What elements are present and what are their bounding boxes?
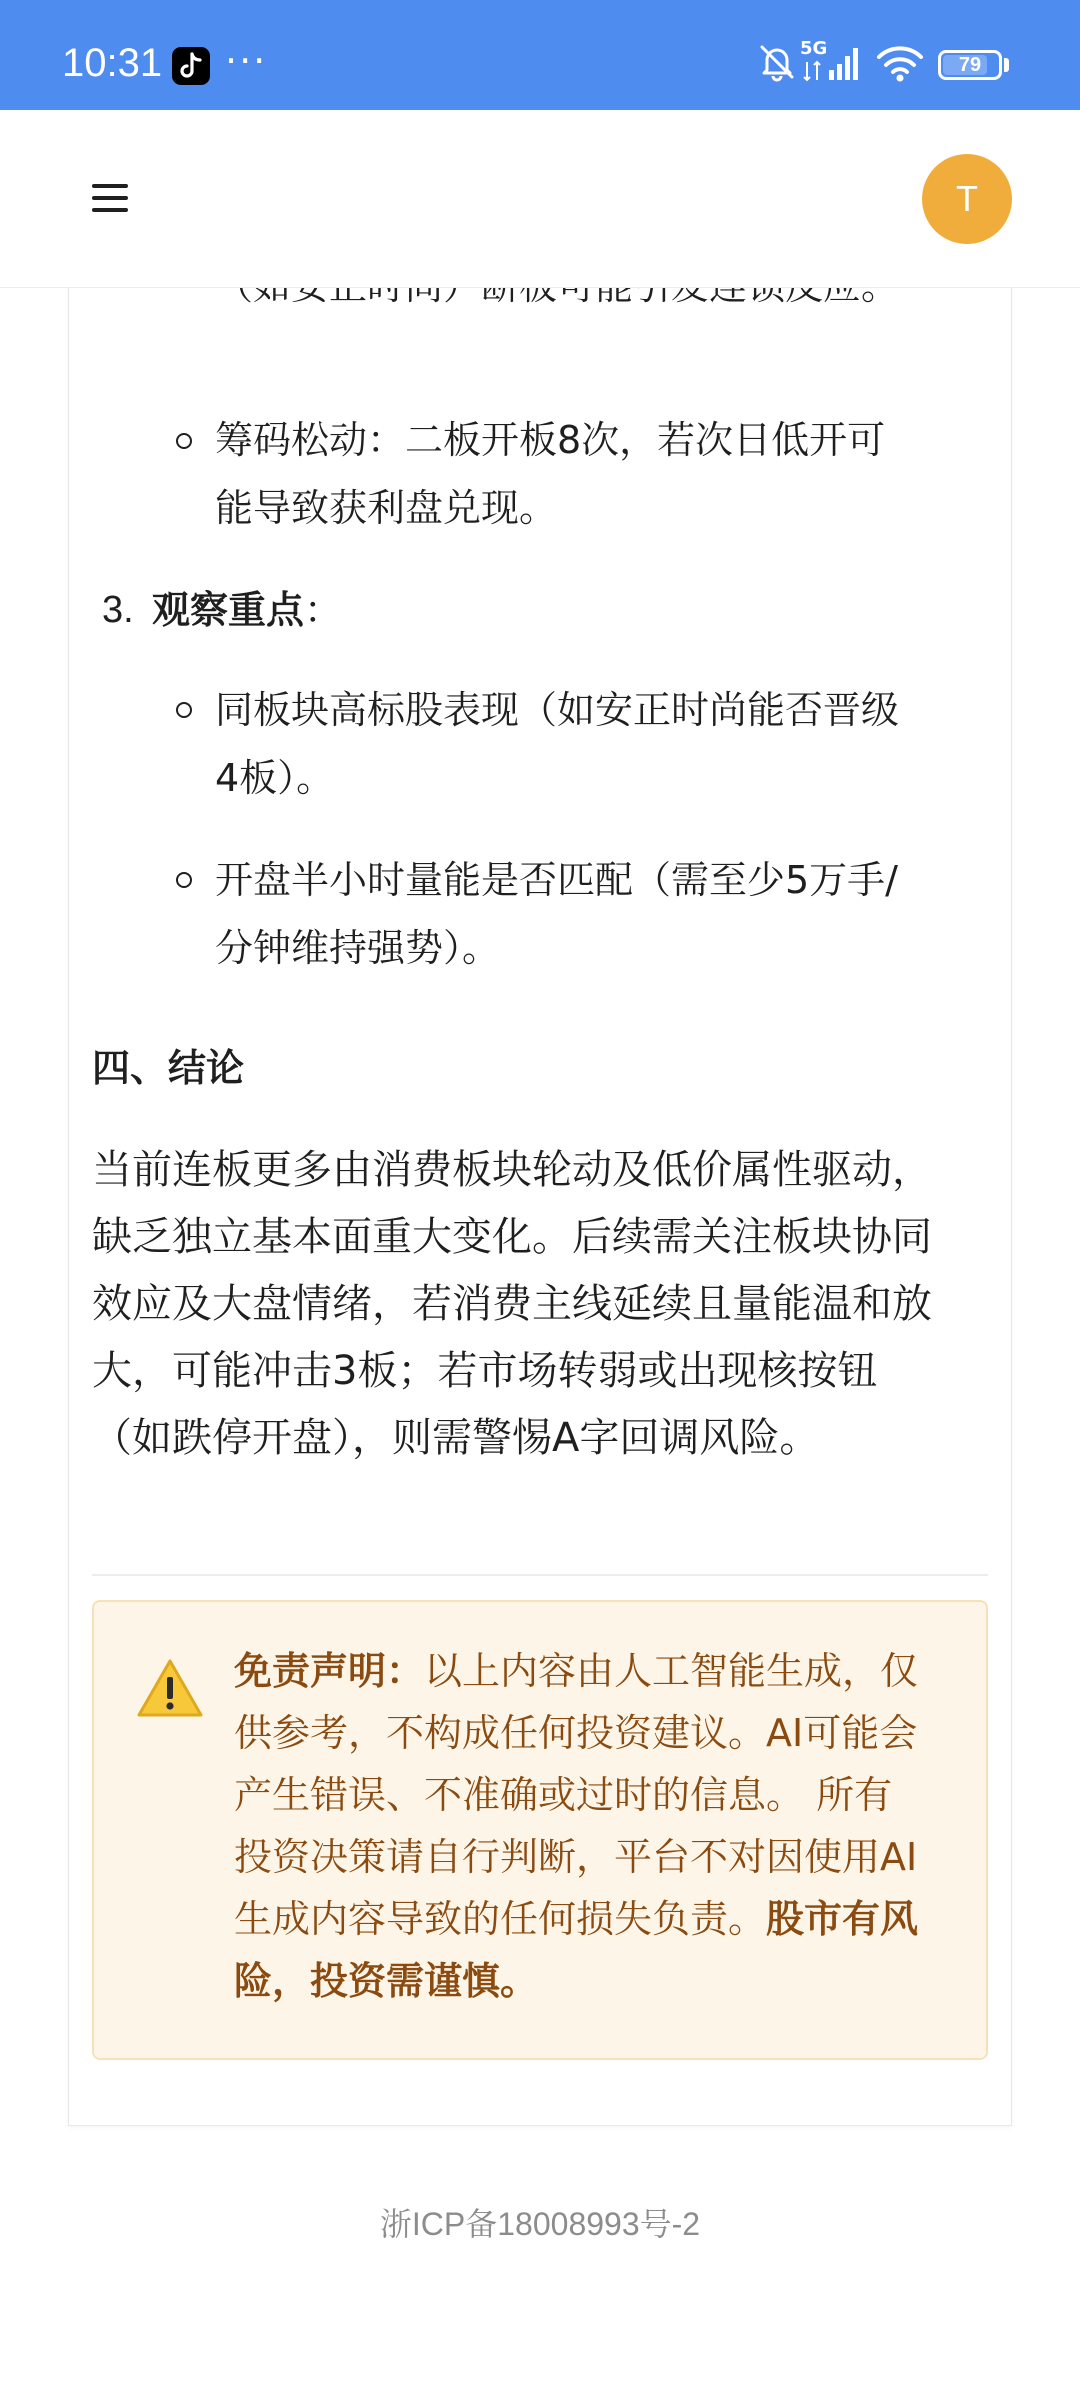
tiktok-icon xyxy=(172,47,210,85)
risk-warning: 股市有风 xyxy=(766,1897,919,1941)
disclaimer-line: 供参考，不构成任何投资建议。AI可能会 xyxy=(234,1711,918,1755)
status-bar xyxy=(0,0,1080,110)
disclaimer-line: 投资决策请自行判断，平台不对因使用AI xyxy=(234,1835,918,1879)
ordered-list-number: 3. xyxy=(102,589,134,631)
bullet-icon xyxy=(176,433,192,449)
bullet-icon xyxy=(176,702,192,718)
bell-off-icon xyxy=(757,42,797,82)
observe-colon: ： xyxy=(304,588,343,632)
disclaimer-line: 免责声明：以上内容由人工智能生成，仅 xyxy=(234,1649,919,1693)
menu-icon[interactable] xyxy=(90,178,134,218)
list-item-text: 分钟维持强势）。 xyxy=(215,926,501,970)
disclaimer-line: 生成内容导致的任何损失负责。股市有风 xyxy=(234,1897,919,1941)
battery-icon xyxy=(938,50,1002,80)
paragraph-line: （如跌停开盘），则需警惕A字回调风险。 xyxy=(92,1415,820,1461)
status-time: 10:31 xyxy=(62,41,163,85)
paragraph-line: 效应及大盘情绪，若消费主线延续且量能温和放 xyxy=(92,1281,932,1327)
list-item-text: 开盘半小时量能是否匹配（需至少5万手/ xyxy=(215,858,898,902)
observe-title: 观察重点 xyxy=(152,588,305,632)
avatar[interactable]: T xyxy=(922,154,1012,244)
paragraph-line: 大，可能冲击3板；若市场转弱或出现核按钮 xyxy=(92,1348,878,1394)
disclaimer-label: 免责声明： xyxy=(234,1649,425,1693)
list-item-text: 4板）。 xyxy=(215,756,335,800)
battery-tip xyxy=(1004,58,1009,72)
paragraph-line: 缺乏独立基本面重大变化。后续需关注板块协同 xyxy=(92,1214,932,1260)
list-item-text: 能导致获利盘兑现。 xyxy=(215,486,558,530)
bullet-icon xyxy=(176,872,192,888)
warning-icon xyxy=(136,1657,204,1721)
more-notifications-icon: ··· xyxy=(225,39,268,83)
wifi-icon xyxy=(876,45,924,83)
paragraph-line: 当前连板更多由消费板块轮动及低价属性驱动， xyxy=(92,1147,932,1193)
icp-footer-link[interactable]: 浙ICP备18008993号-2 xyxy=(379,2206,701,2242)
risk-warning: 险，投资需谨慎。 xyxy=(234,1959,539,2003)
battery-level: 79 xyxy=(958,54,982,76)
divider xyxy=(92,1574,988,1576)
section-heading: 四、结论 xyxy=(92,1046,245,1090)
disclaimer-line: 产生错误、不准确或过时的信息。 所有 xyxy=(234,1773,893,1817)
signal-icon xyxy=(803,40,863,84)
list-item-text: 筹码松动：二板开板8次，若次日低开可 xyxy=(215,418,886,462)
disclaimer-box xyxy=(92,1600,988,2060)
network-type: 5G xyxy=(800,38,828,59)
list-item-text: 同板块高标股表现（如安正时尚能否晋级 xyxy=(215,688,900,732)
app-header xyxy=(0,110,1080,288)
list-item-title xyxy=(152,582,342,638)
